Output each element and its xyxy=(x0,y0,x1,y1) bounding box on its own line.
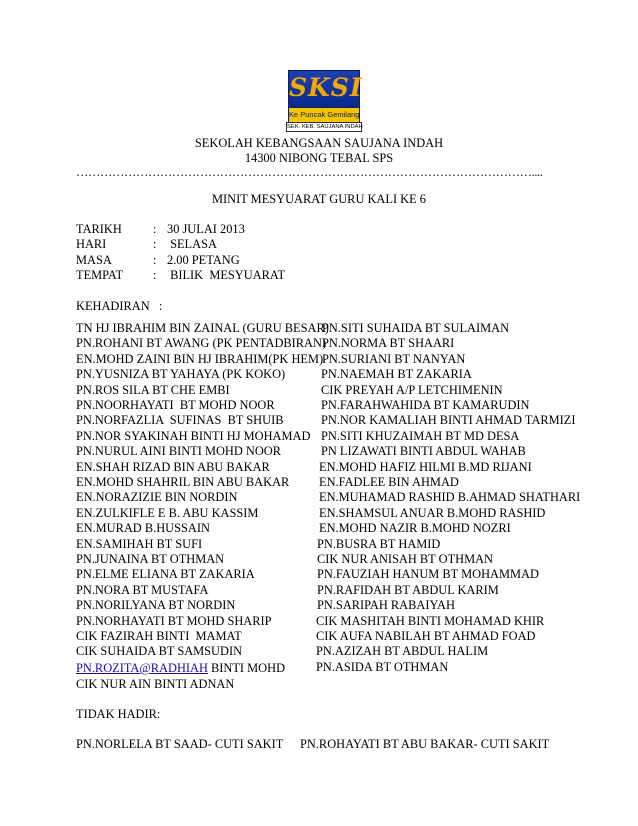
attendee-right: PN.NAEMAH BT ZAKARIA xyxy=(321,367,472,382)
attendee-left: PN.YUSNIZA BT YAHAYA (PK KOKO) xyxy=(76,367,286,382)
attendee-left: PN.ROHANI BT AWANG (PK PENTADBIRAN) xyxy=(76,336,327,351)
detail-value-day: SELASA xyxy=(167,237,217,251)
attendee-left: PN.NORFAZLIA SUFINAS BT SHUIB xyxy=(76,413,284,428)
attendee-right: CIK AUFA NABILAH BT AHMAD FOAD xyxy=(316,629,536,643)
attendee-right: PN.ASIDA BT OTHMAN xyxy=(316,659,449,674)
attendee-right: PN.FAUZIAH HANUM BT MOHAMMAD xyxy=(317,567,539,582)
email-link[interactable]: PN.ROZITA@RADHIAH xyxy=(76,661,208,675)
attendee-left: PN.NOORHAYATI BT MOHD NOOR xyxy=(76,398,275,412)
attendee-left: EN.MURAD B.HUSSAIN xyxy=(76,521,210,536)
school-address: 14300 NIBONG TEBAL SPS xyxy=(244,151,394,165)
attendance-heading: KEHADIRAN : xyxy=(76,299,163,313)
attendee-left: PN.NURUL AINI BINTI MOHD NOOR xyxy=(76,444,282,459)
detail-colon: : xyxy=(153,268,157,282)
attendee-right: PN.SARIPAH RABAIYAH xyxy=(317,598,455,613)
attendance-left-last: CIK NUR AIN BINTI ADNAN xyxy=(76,677,235,691)
attendee-left: PN.ELME ELIANA BT ZAKARIA xyxy=(76,567,255,582)
attendee-left: CIK SUHAIDA BT SAMSUDIN xyxy=(76,644,243,659)
detail-label-time: MASA xyxy=(76,253,112,267)
attendee-left: EN.MOHD ZAINI BIN HJ IBRAHIM(PK HEM) xyxy=(76,351,324,366)
detail-value-date: 30 JULAI 2013 xyxy=(167,222,245,236)
attendee-right: PN.NORMA BT SHAARI xyxy=(322,336,455,351)
attendee-left: PN.NORILYANA BT NORDIN xyxy=(76,598,236,613)
attendee-left: PN.NOR SYAKINAH BINTI HJ MOHAMAD xyxy=(76,428,311,443)
logo-initials: SKSI xyxy=(289,73,363,102)
attendee-right: CIK MASHITAH BINTI MOHAMAD KHIR xyxy=(316,613,545,628)
attendee-right: EN.MOHD NAZIR B.MOHD NOZRI xyxy=(319,521,511,536)
detail-label-date: TARIKH xyxy=(76,222,122,236)
attendee-right: PN.SURIANI BT NANYAN xyxy=(322,351,466,366)
attendee-left: EN.ZULKIFLE E B. ABU KASSIM xyxy=(76,505,259,520)
attendee-right: EN.SHAMSUL ANUAR B.MOHD RASHID xyxy=(319,505,546,520)
school-name: SEKOLAH KEBANGSAAN SAUJANA INDAH xyxy=(194,136,444,150)
absent-heading: TIDAK HADIR: xyxy=(76,707,161,721)
attendee-right: EN.MOHD HAFIZ HILMI B.MD RIJANI xyxy=(319,459,532,474)
detail-label-day: HARI xyxy=(76,237,107,251)
attendee-right: PN.BUSRA BT HAMID xyxy=(317,536,441,551)
attendee-right: PN.NOR KAMALIAH BINTI AHMAD TARMIZI xyxy=(321,413,576,428)
detail-value-time: 2.00 PETANG xyxy=(167,253,240,267)
attendee-left: TN HJ IBRAHIM BIN ZAINAL (GURU BESAR) xyxy=(76,321,329,335)
attendee-right: PN.SITI KHUZAIMAH BT MD DESA xyxy=(321,428,520,443)
attendee-right: CIK NUR ANISAH BT OTHMAN xyxy=(317,552,494,566)
document-title: MINIT MESYUARAT GURU KALI KE 6 xyxy=(212,192,426,206)
absent-item: PN.NORLELA BT SAAD- CUTI SAKIT xyxy=(76,737,284,751)
detail-label-place: TEMPAT xyxy=(76,268,124,282)
attendee-left: EN.NORAZIZIE BIN NORDIN xyxy=(76,490,238,505)
detail-colon: : xyxy=(153,222,157,236)
attendee-left: EN.MOHD SHAHRIL BIN ABU BAKAR xyxy=(76,475,290,489)
absent-item: PN.ROHAYATI BT ABU BAKAR- CUTI SAKIT xyxy=(300,737,550,751)
attendee-left: PN.ROS SILA BT CHE EMBI xyxy=(76,382,230,397)
attendee-right: CIK PREYAH A/P LETCHIMENIN xyxy=(321,382,503,397)
logo-ribbon: SEK. KEB. SAUJANA INDAH xyxy=(287,124,363,130)
detail-value-place: BILIK MESYUARAT xyxy=(167,268,286,282)
attendance-left-link-row xyxy=(76,661,285,676)
attendee-left: CIK FAZIRAH BINTI MAMAT xyxy=(76,629,242,643)
attendee-left: PN.JUNAINA BT OTHMAN xyxy=(76,552,225,566)
attendee-left: PN.NORA BT MUSTAFA xyxy=(76,582,209,597)
attendee-right: EN.FADLEE BIN AHMAD xyxy=(319,475,459,489)
school-logo xyxy=(286,70,362,132)
logo-crest xyxy=(288,70,363,108)
attendee-right: PN.AZIZAH BT ABDUL HALIM xyxy=(316,644,489,659)
attendee-right: PN.SITI SUHAIDA BT SULAIMAN xyxy=(322,321,510,335)
attendee-left: EN.SAMIHAH BT SUFI xyxy=(76,536,203,551)
header-separator: …………………………………………………………………………………………………….... xyxy=(76,165,543,179)
attendee-right: PN LIZAWATI BINTI ABDUL WAHAB xyxy=(321,444,526,459)
attendee-left: EN.SHAH RIZAD BIN ABU BAKAR xyxy=(76,459,270,474)
logo-motto: Ke Puncak Gemilang xyxy=(288,108,360,122)
detail-colon: : xyxy=(153,253,157,267)
attendee-right: PN.FARAHWAHIDA BT KAMARUDIN xyxy=(321,398,530,412)
detail-colon: : xyxy=(153,237,157,251)
link-suffix: BINTI MOHD xyxy=(207,661,286,675)
attendee-left: PN.NORHAYATI BT MOHD SHARIP xyxy=(76,613,272,628)
attendee-right: EN.MUHAMAD RASHID B.AHMAD SHATHARI xyxy=(319,490,581,505)
attendee-right: PN.RAFIDAH BT ABDUL KARIM xyxy=(317,582,499,597)
